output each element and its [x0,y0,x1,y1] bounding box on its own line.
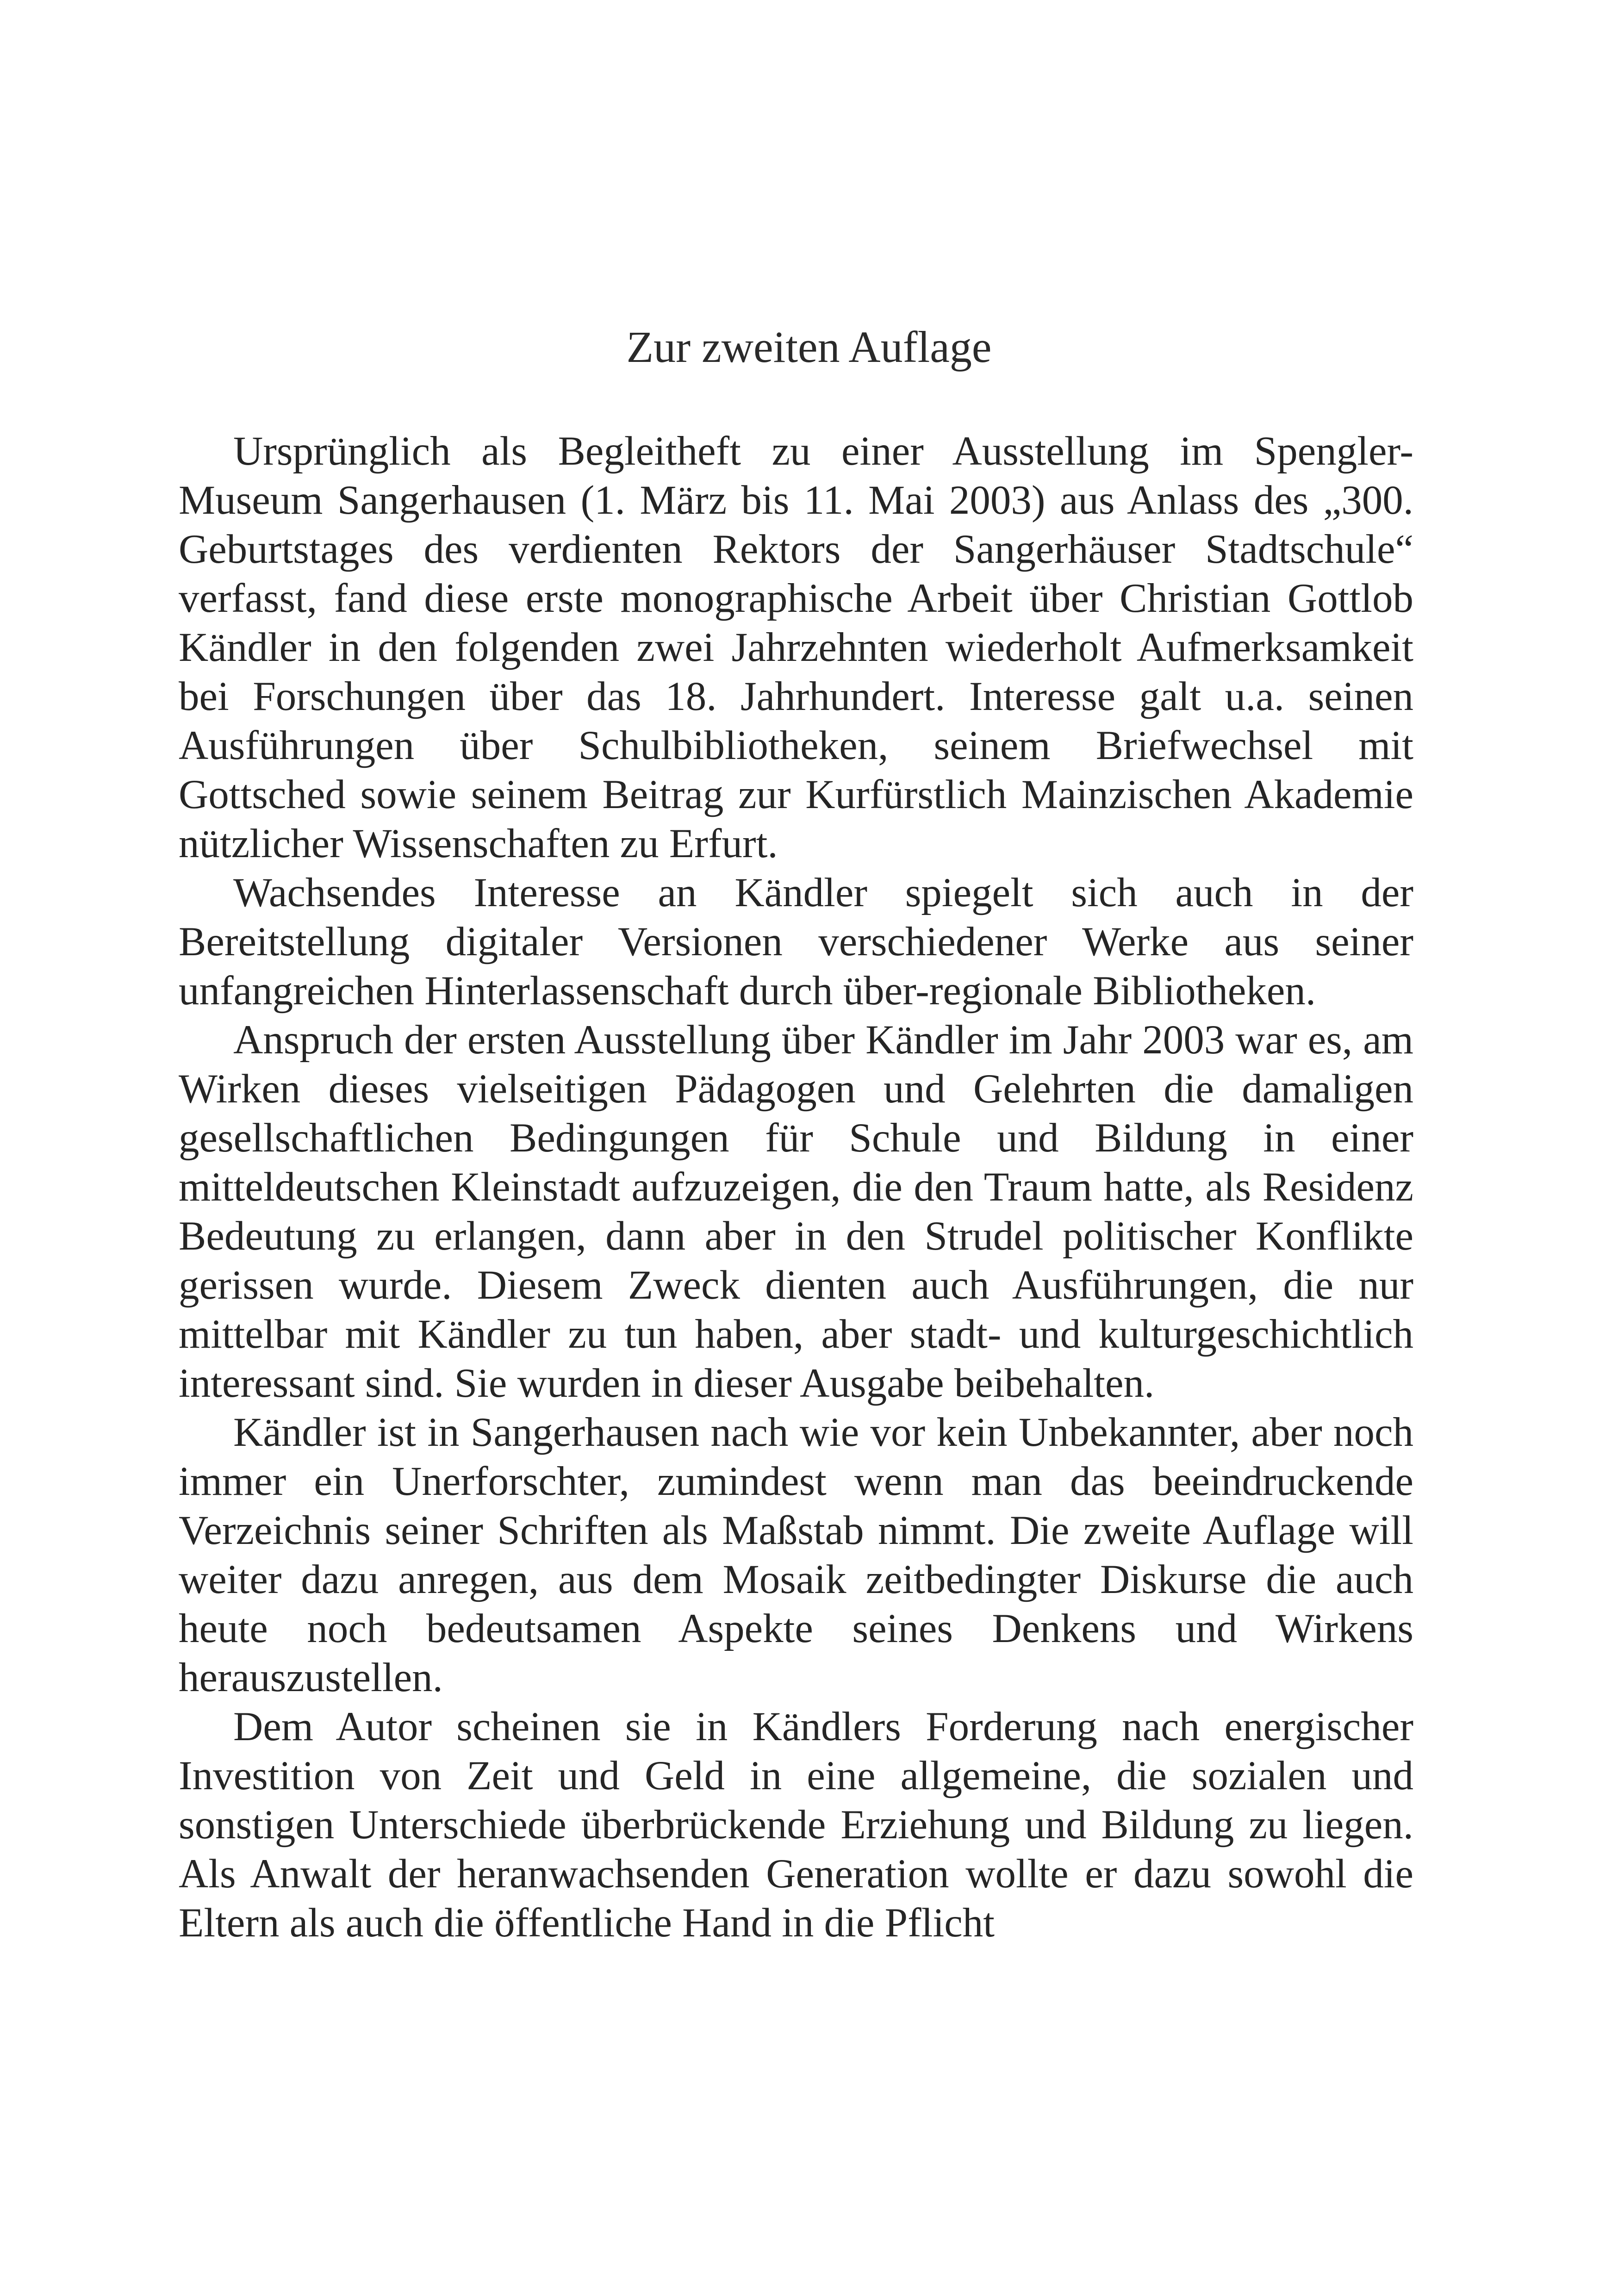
page-heading: Zur zweiten Auflage [626,322,992,372]
paragraph-5: Dem Autor scheinen sie in Kändlers Forderung nach energischer Investition von Zeit und Geld in eine allgemeine, die sozialen und sonstigen Unterschiede überbrückende Erziehung und Bildung zu liegen. Als Anwalt der heranwachsenden Generation wollte er dazu sowohl die Eltern als auch die öffentliche Hand in die Pflicht [179,1704,1413,1946]
paragraph-2: Wachsendes Interesse an Kändler spiegelt sich auch in der Bereitstellung digitaler Versionen verschiedener Werke aus seiner unfangreichen Hinterlassenschaft durch über-regionale Bibliotheken. [179,870,1413,1014]
paragraph-3: Anspruch der ersten Ausstellung über Kändler im Jahr 2003 war es, am Wirken dieses vielseitigen Pädagogen und Gelehrten die damaligen gesellschaftlichen Bedingungen für Schule und Bildung in einer mitteldeutschen Kleinstadt aufzuzeigen, die den Traum hatte, als Residenz Bedeutung zu erlangen, dann aber in den Strudel politischer Konflikte gerissen wurde. Diesem Zweck dienten auch Ausführungen, die nur mittelbar mit Kändler zu tun haben, aber stadt- und kulturgeschichtlich interessant sind. Sie wurden in dieser Ausgabe beibehalten. [179,1017,1413,1406]
paragraph-1: Ursprünglich als Begleitheft zu einer Ausstellung im Spengler-Museum Sangerhausen (1. März bis 11. Mai 2003) aus Anlass des „300. Geburtstages des verdienten Rektors der Sangerhäuser Stadtschule“ verfasst, fand diese erste monographische Arbeit über Christian Gottlob Kändler in den folgenden zwei Jahrzehnten wiederholt Aufmerksamkeit bei Forschungen über das 18. Jahrhundert. Interesse galt u.a. seinen Ausführungen über Schulbibliotheken, seinem Briefwechsel mit Gottsched sowie seinem Beitrag zur Kurfürstlich Mainzischen Akademie nützlicher Wissenschaften zu Erfurt. [179,429,1413,866]
paragraph-4: Kändler ist in Sangerhausen nach wie vor kein Unbekannter, aber noch immer ein Unerforschter, zumindest wenn man das beeindruckende Verzeichnis seiner Schriften als Maßstab nimmt. Die zweite Auflage will weiter dazu anregen, aus dem Mosaik zeitbedingter Diskurse die auch heute noch bedeutsamen Aspekte seines Denkens und Wirkens herauszustellen. [179,1410,1413,1700]
body-text [179,427,1413,1948]
